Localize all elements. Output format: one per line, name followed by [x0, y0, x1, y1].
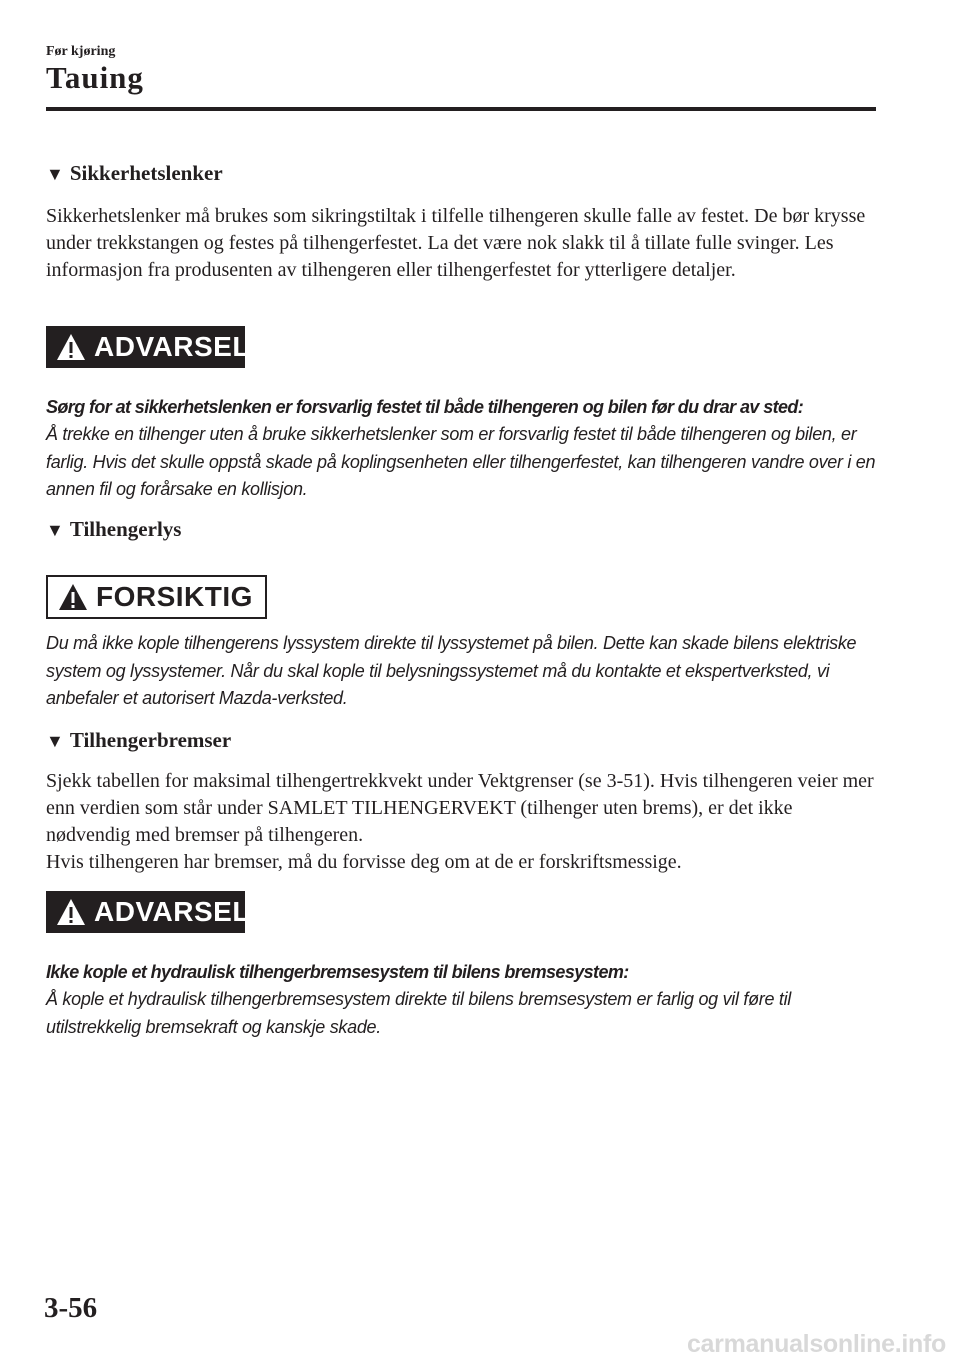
- warning-label: ADVARSEL: [94, 896, 250, 927]
- warning-heading: Ikke kople et hydraulisk tilhengerbremsesystem til bilens bremsesystem:: [46, 962, 629, 982]
- warning-badge-advarsel: [46, 891, 250, 933]
- subheading-tilhengerbremser: [46, 728, 231, 753]
- warning-heading: Sørg for at sikkerhetslenken er forsvarlig festet til både tilhengeren og bilen før du drar av sted:: [46, 397, 804, 417]
- chapter-label: Før kjøring: [46, 44, 116, 59]
- body-paragraph: Sikkerhetslenker må brukes som sikringstiltak i tilfelle tilhengeren skulle falle av festet. De bør krysse under trekkstangen og festes på tilhengerfestet. La det være nok slakk til å tillate fulle svinger. Les informasjon fra produsenten av tilhengeren eller tilhengerfestet for ytterligere detaljer.: [46, 205, 866, 281]
- body-paragraph: Hvis tilhengeren har bremser, må du forvisse deg om at de er forskriftsmessige.: [46, 851, 682, 873]
- subheading-text: Sikkerhetslenker: [69, 161, 223, 185]
- body-paragraph: Sjekk tabellen for maksimal tilhengertrekkvekt under Vektgrenser (se 3-51). Hvis tilhengeren veier mer enn verdien som står under SAMLET TILHENGERVEKT (tilhenger uten brems), er det ikke nødvendig med bremser på tilhengeren.: [46, 770, 874, 846]
- subheading-tilhengerlys: [46, 517, 181, 542]
- subheading-sikkerhetslenker: [46, 161, 223, 186]
- subheading-text: Tilhengerbremser: [69, 728, 232, 752]
- warning-triangle-icon: [56, 333, 86, 361]
- warning-text: Å trekke en tilhenger uten å bruke sikkerhetslenker som er forsvarlig festet til både tilhengeren og bilen, er farlig. Hvis det skulle oppstå skade på koplingsenheten eller tilhengerfestet, kan tilhengeren vandre over i en annen fil og forårsake en kollisjon.: [46, 424, 876, 499]
- warning-text: Å kople et hydraulisk tilhengerbremsesystem direkte til bilens bremsesystem er farlig og vil føre til utilstrekkelig bremsekraft og kanskje skade.: [46, 989, 791, 1037]
- page-number: 3-56: [44, 1292, 98, 1324]
- triangle-down-icon: ▼: [46, 164, 64, 184]
- caution-badge-forsiktig: [46, 575, 267, 619]
- warning-badge-advarsel: [46, 326, 250, 368]
- warning-triangle-icon: [58, 583, 88, 611]
- warning-triangle-icon: [56, 898, 86, 926]
- caution-label: FORSIKTIG: [96, 581, 253, 612]
- title-divider: [46, 107, 876, 111]
- triangle-down-icon: ▼: [46, 520, 64, 540]
- caution-text: Du må ikke kople tilhengerens lyssystem direkte til lyssystemet på bilen. Dette kan skade bilens elektriske system og lyssystemer. Når du skal kople til belysningssystemet må du kontakte et ekspertverksted, vi anbefaler et autorisert Mazda-verksted.: [46, 633, 857, 708]
- watermark: carmanualsonline.info: [686, 1330, 946, 1358]
- warning-label: ADVARSEL: [94, 331, 250, 362]
- page-title: Tauing: [46, 60, 144, 95]
- triangle-down-icon: ▼: [46, 731, 64, 751]
- subheading-text: Tilhengerlys: [69, 517, 182, 541]
